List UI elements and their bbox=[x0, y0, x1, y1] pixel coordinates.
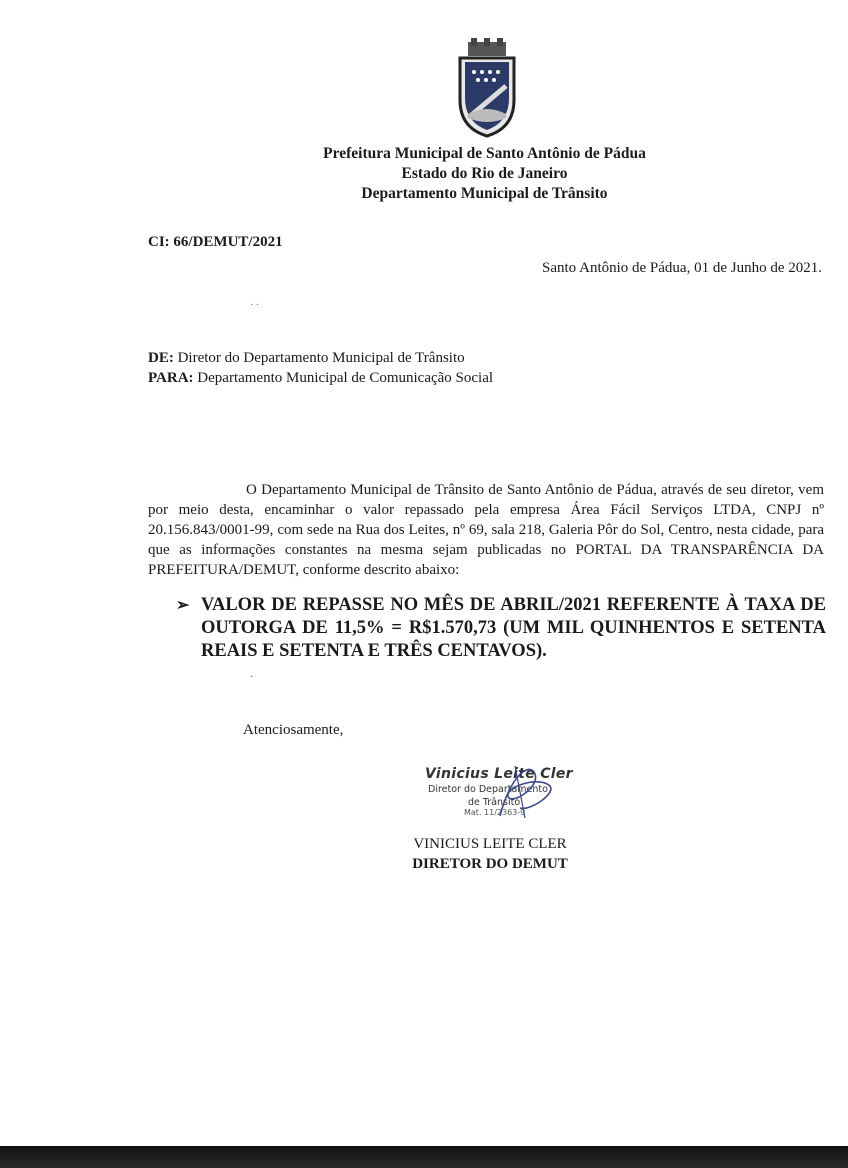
repasse-text: VALOR DE REPASSE NO MÊS DE ABRIL/2021 REFERENTE À TAXA DE OUTORGA DE 11,5% = R$1.570,73 (UM MIL QUINHENTOS E SETENTA REAIS E SETENTA E TRÊS CENTAVOS). bbox=[201, 595, 826, 661]
repasse-highlight bbox=[176, 594, 826, 663]
bullet-arrow-icon: ➢ bbox=[176, 597, 190, 614]
stamp-title: Diretor do Departamento bbox=[428, 784, 548, 795]
stamp-registration: Mat. 11/2363-9 bbox=[464, 808, 526, 817]
memo-from bbox=[148, 348, 493, 368]
memo-to bbox=[148, 368, 493, 388]
from-label: DE: bbox=[148, 350, 174, 366]
signer-role: DIRETOR DO DEMUT bbox=[412, 856, 568, 872]
to-label: PARA: bbox=[148, 370, 194, 386]
closing: Atenciosamente, bbox=[243, 722, 344, 738]
municipal-crest-icon bbox=[454, 38, 520, 138]
signer-name: VINICIUS LEITE CLER bbox=[413, 836, 567, 852]
to-value: Departamento Municipal de Comunicação Social bbox=[197, 370, 494, 386]
scan-specks: · · bbox=[250, 300, 260, 311]
memo-routing bbox=[148, 348, 493, 388]
signer-block bbox=[0, 834, 848, 874]
stamp-dept: de Trânsito bbox=[468, 797, 521, 808]
stamp-name: Vinicius Leite Cler bbox=[425, 766, 573, 782]
letterhead-departamento: Departamento Municipal de Trânsito bbox=[361, 185, 608, 202]
letterhead-prefeitura: Prefeitura Municipal de Santo Antônio de Pádua bbox=[323, 145, 646, 162]
from-value: Diretor do Departamento Municipal de Trânsito bbox=[177, 350, 465, 366]
ci-number: CI: 66/DEMUT/2021 bbox=[148, 234, 283, 250]
body-paragraph: O Departamento Municipal de Trânsito de Santo Antônio de Pádua, através de seu diretor, vem por meio desta, encaminhar o valor repassado pela empresa Área Fácil Serviços LTDA, CNPJ nº 20.156.843/0001-99, com sede na Rua dos Leites, nº 69, sala 218, Galeria Pôr do Sol, Centro, nesta cidade, para que as informações constantes na mesma sejam publicadas no PORTAL DA TRANSPARÊNCIA DA PREFEITURA/DEMUT, conforme descrito abaixo: bbox=[148, 482, 824, 578]
scan-dot: · bbox=[250, 672, 254, 683]
letterhead-estado: Estado do Rio de Janeiro bbox=[401, 165, 568, 182]
memo-date: Santo Antônio de Pádua, 01 de Junho de 2021. bbox=[542, 260, 822, 276]
scan-edge-bar bbox=[0, 1146, 848, 1168]
handwritten-signature-icon bbox=[480, 756, 560, 826]
letterhead bbox=[0, 144, 848, 204]
signature-stamp bbox=[420, 766, 600, 826]
